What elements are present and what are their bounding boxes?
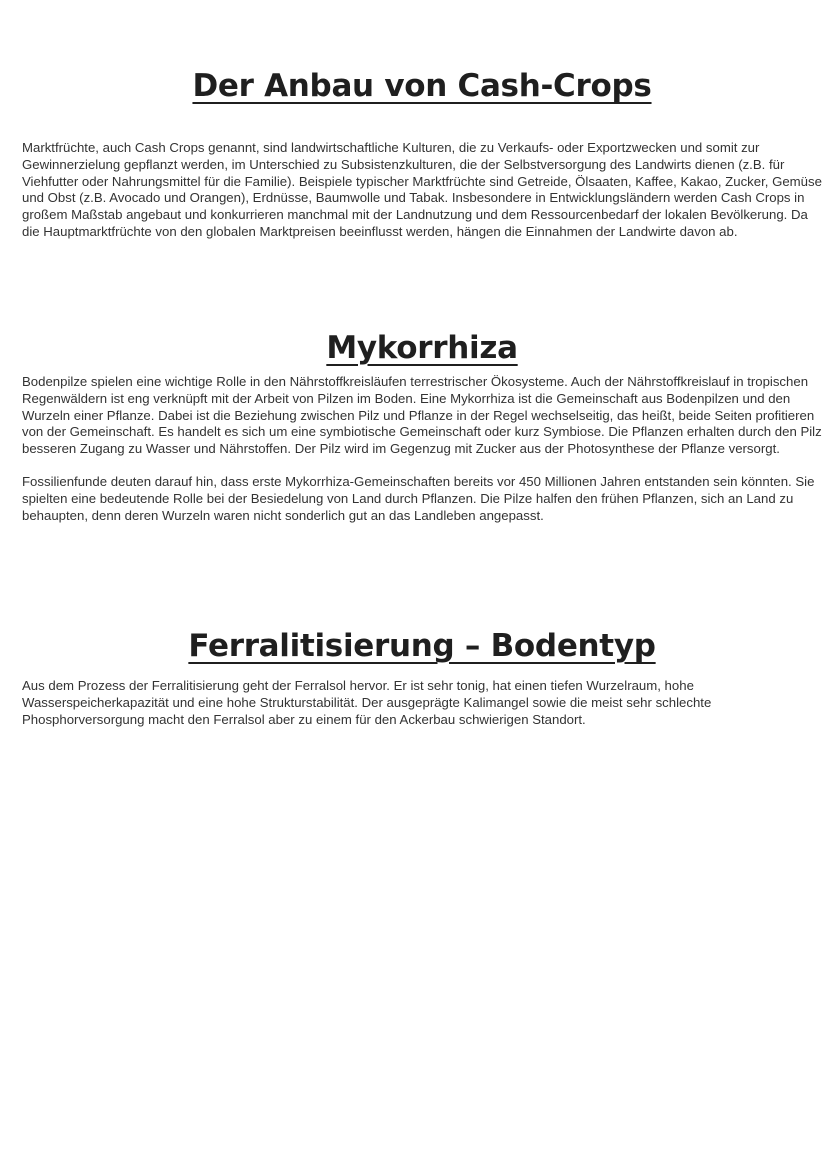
paragraph: Fossilienfunde deuten darauf hin, dass erste Mykorrhiza-Gemeinschaften bereits vor 450 Millionen Jahren entstanden sein könnten. Sie spielten eine bedeutende Rolle bei der Besiedelung von Land durch Pflanzen. Die Pilze halfen den frühen Pflanzen, sich an Land zu behaupten, denn deren Wurzeln waren nicht sonderlich gut an das Landleben angepasst. xyxy=(22,473,815,523)
section-title-text: Mykorrhiza xyxy=(326,330,518,366)
section-ferralitisierung xyxy=(22,626,822,728)
section-title xyxy=(22,626,822,666)
paragraph: Aus dem Prozess der Ferralitisierung geht der Ferralsol hervor. Er ist sehr tonig, hat einen tiefen Wurzelraum, hohe Wasserspeicherkapazität und eine hohe Strukturstabilität. Der ausgeprägte Kalimangel sowie die meist sehr schlechte Phosphorversorgung macht den Ferralsol aber zu einem für den Ackerbau schwierigen Standort. xyxy=(22,678,712,727)
paragraph: Bodenpilze spielen eine wichtige Rolle in den Nährstoffkreisläufen terrestrischer Ökosysteme. Auch der Nährstoffkreislauf in tropischen Regenwäldern ist eng verknüpft mit der Arbeit von Pilzen im Boden. Eine Mykorrhiza ist die Gemeinschaft aus Bodenpilzen und den Wurzeln einer Pflanze. Dabei ist die Beziehung zwischen Pilz und Pflanze in der Regel wechselseitig, das heißt, beide Seiten profitieren von der Gemeinschaft. Es handelt es sich um eine symbiotische Gemeinschaft oder kurz Symbiose. Die Pflanzen erhalten durch den Pilz besseren Zugang zu Wasser und Nährstoffen. Der Pilz wird im Gegenzug mit Zucker aus der Photosynthese der Pflanze versorgt. xyxy=(22,374,822,457)
paragraph: Marktfrüchte, auch Cash Crops genannt, sind landwirtschaftliche Kulturen, die zu Verkaufs- oder Exportzwecken und somit zur Gewinnerzielung gepflanzt werden, im Unterschied zu Subsistenzkulturen, die der Selbstversorgung des Landwirts dienen (z.B. für Viehfutter oder Nahrungsmittel für die Familie). Beispiele typischer Marktfrüchte sind Getreide, Ölsaaten, Kaffee, Kakao, Zucker, Gemüse und Obst (z.B. Avocado und Orangen), Erdnüsse, Baumwolle und Tabak. Insbesondere in Entwicklungsländern werden Cash Crops in großem Maßstab angebaut und konkurrieren manchmal mit der Landnutzung und dem Ressourcenbedarf der lokalen Bevölkerung. Da die Hauptmarktfrüchte von den globalen Marktpreisen beeinflusst werden, hängen die Einnahmen der Landwirte davon ab. xyxy=(22,140,822,239)
section-mykorrhiza xyxy=(22,328,822,524)
section-title xyxy=(22,328,822,368)
section-title-text: Ferralitisierung – Bodentyp xyxy=(188,628,656,664)
section-title xyxy=(22,66,822,106)
section-cash-crops xyxy=(22,66,822,241)
section-title-text: Der Anbau von Cash-Crops xyxy=(192,68,652,104)
